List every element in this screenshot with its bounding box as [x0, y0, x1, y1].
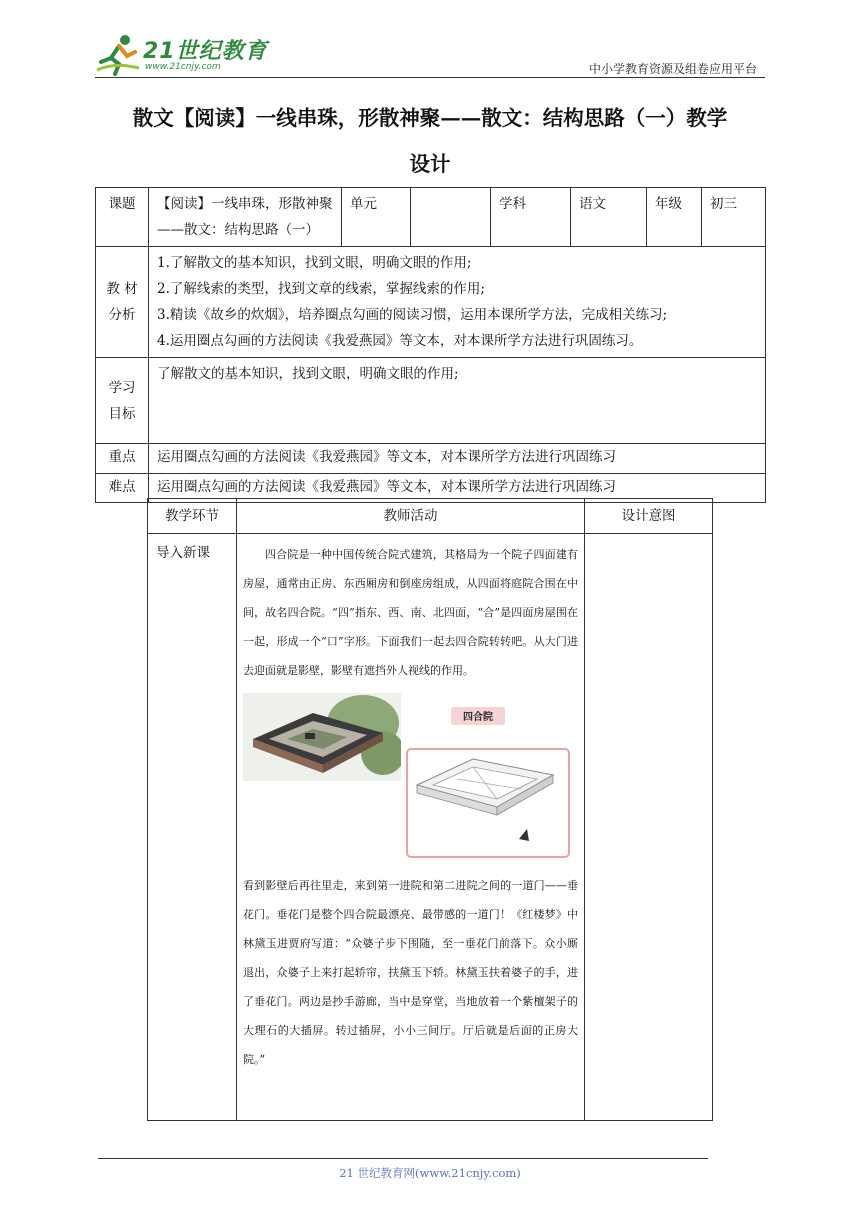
courtyard-photo — [243, 693, 401, 781]
site-logo[interactable] — [95, 32, 270, 76]
difficulty-label: 难点 — [96, 474, 149, 503]
design-intent — [585, 534, 713, 1121]
col-header-step: 教学环节 — [148, 499, 237, 534]
topic-value: 【阅读】一线串珠，形散神聚——散文：结构思路（一） — [149, 188, 342, 247]
table-row — [148, 499, 713, 534]
goal-label-line1: 学习 — [108, 379, 136, 396]
logo-text: 21世纪教育 — [143, 39, 268, 64]
table-row — [96, 247, 766, 358]
platform-name: 中小学教育资源及组卷应用平台 — [588, 62, 757, 76]
lesson-info-table — [95, 187, 766, 503]
grade-value: 初三 — [702, 188, 766, 247]
unit-label: 单元 — [342, 188, 411, 247]
teacher-activity — [237, 534, 585, 1121]
table-row — [96, 358, 766, 444]
list-item: 2.了解线索的类型，找到文章的线索，掌握线索的作用; — [157, 281, 485, 297]
page-header — [95, 30, 765, 80]
illustrations — [243, 689, 578, 871]
analysis-label — [96, 247, 149, 358]
step-name: 导入新课 — [148, 534, 237, 1121]
document-title-line2: 设计 — [409, 152, 451, 176]
intro-paragraph-1: 四合院是一种中国传统合院式建筑，其格局为一个院子四面建有房屋，通常由正房、东西厢房和倒座房组成，从四面将庭院合围在中间，故名四合院。“四”指东、西、南、北四面，“合”是四面房屋围在一起，形成一个“口”字形。下面我们一起去四合院转转吧。从大门进去迎面就是影壁，影壁有遮挡外人视线的作用。 — [243, 548, 578, 677]
subject-label: 学科 — [491, 188, 571, 247]
runner-logo-icon — [95, 32, 143, 76]
key-value: 运用圈点勾画的方法阅读《我爱燕园》等文本，对本课所学方法进行巩固练习 — [149, 444, 766, 474]
goal-value: 了解散文的基本知识，找到文眼，明确文眼的作用; — [149, 358, 766, 444]
table-row — [96, 188, 766, 247]
goal-label — [96, 358, 149, 444]
col-header-teacher: 教师活动 — [237, 499, 585, 534]
footer-divider — [98, 1158, 708, 1159]
grade-label: 年级 — [647, 188, 702, 247]
topic-label: 课题 — [96, 188, 149, 247]
table-row — [96, 444, 766, 474]
unit-value — [411, 188, 491, 247]
footer-text[interactable]: 21 世纪教育网(www.21cnjy.com) — [339, 1166, 521, 1180]
list-item: 1.了解散文的基本知识，找到文眼，明确文眼的作用; — [157, 255, 472, 271]
subject-value: 语文 — [571, 188, 647, 247]
col-header-intent: 设计意图 — [585, 499, 713, 534]
key-label: 重点 — [96, 444, 149, 474]
analysis-content — [149, 247, 766, 358]
header-divider — [95, 77, 765, 78]
analysis-label-line1: 教 材 — [106, 281, 138, 297]
diagram-label: 四合院 — [463, 712, 493, 723]
document-title-line1: 散文【阅读】一线串珠，形散神聚——散文：结构思路（一）教学 — [132, 106, 728, 130]
list-item: 4.运用圈点勾画的方法阅读《我爱燕园》等文本，对本课所学方法进行巩固练习。 — [157, 333, 643, 349]
difficulty-value: 运用圈点勾画的方法阅读《我爱燕园》等文本，对本课所学方法进行巩固练习 — [149, 474, 766, 503]
list-item: 3.精读《故乡的炊烟》，培养圈点勾画的阅读习惯，运用本课所学方法，完成相关练习; — [157, 307, 668, 323]
logo-url: www.21cnjy.com — [145, 62, 221, 72]
table-row — [148, 534, 713, 1121]
intro-paragraph-2: 看到影壁后再往里走，来到第一进院和第二进院之间的一道门——垂花门。垂花门是整个四合院最漂亮、最带感的一道门！《红楼梦》中林黛玉进贾府写道：“众婆子步下围随，至一垂花门前落下。众小厮退出，众婆子上来打起轿帘，扶黛玉下轿。林黛玉扶着婆子的手，进了垂花门。两边是抄手游廊，当中是穿堂，当地放着一个紫檀架子的大理石的大插屏。转过插屏，小小三间厅。厅后就是后面的正房大院。” — [243, 879, 578, 1066]
analysis-label-line2: 分析 — [108, 307, 136, 323]
teaching-process-table — [147, 498, 713, 1121]
goal-label-line2: 目标 — [108, 405, 136, 422]
siheyuan-diagram — [403, 689, 573, 865]
